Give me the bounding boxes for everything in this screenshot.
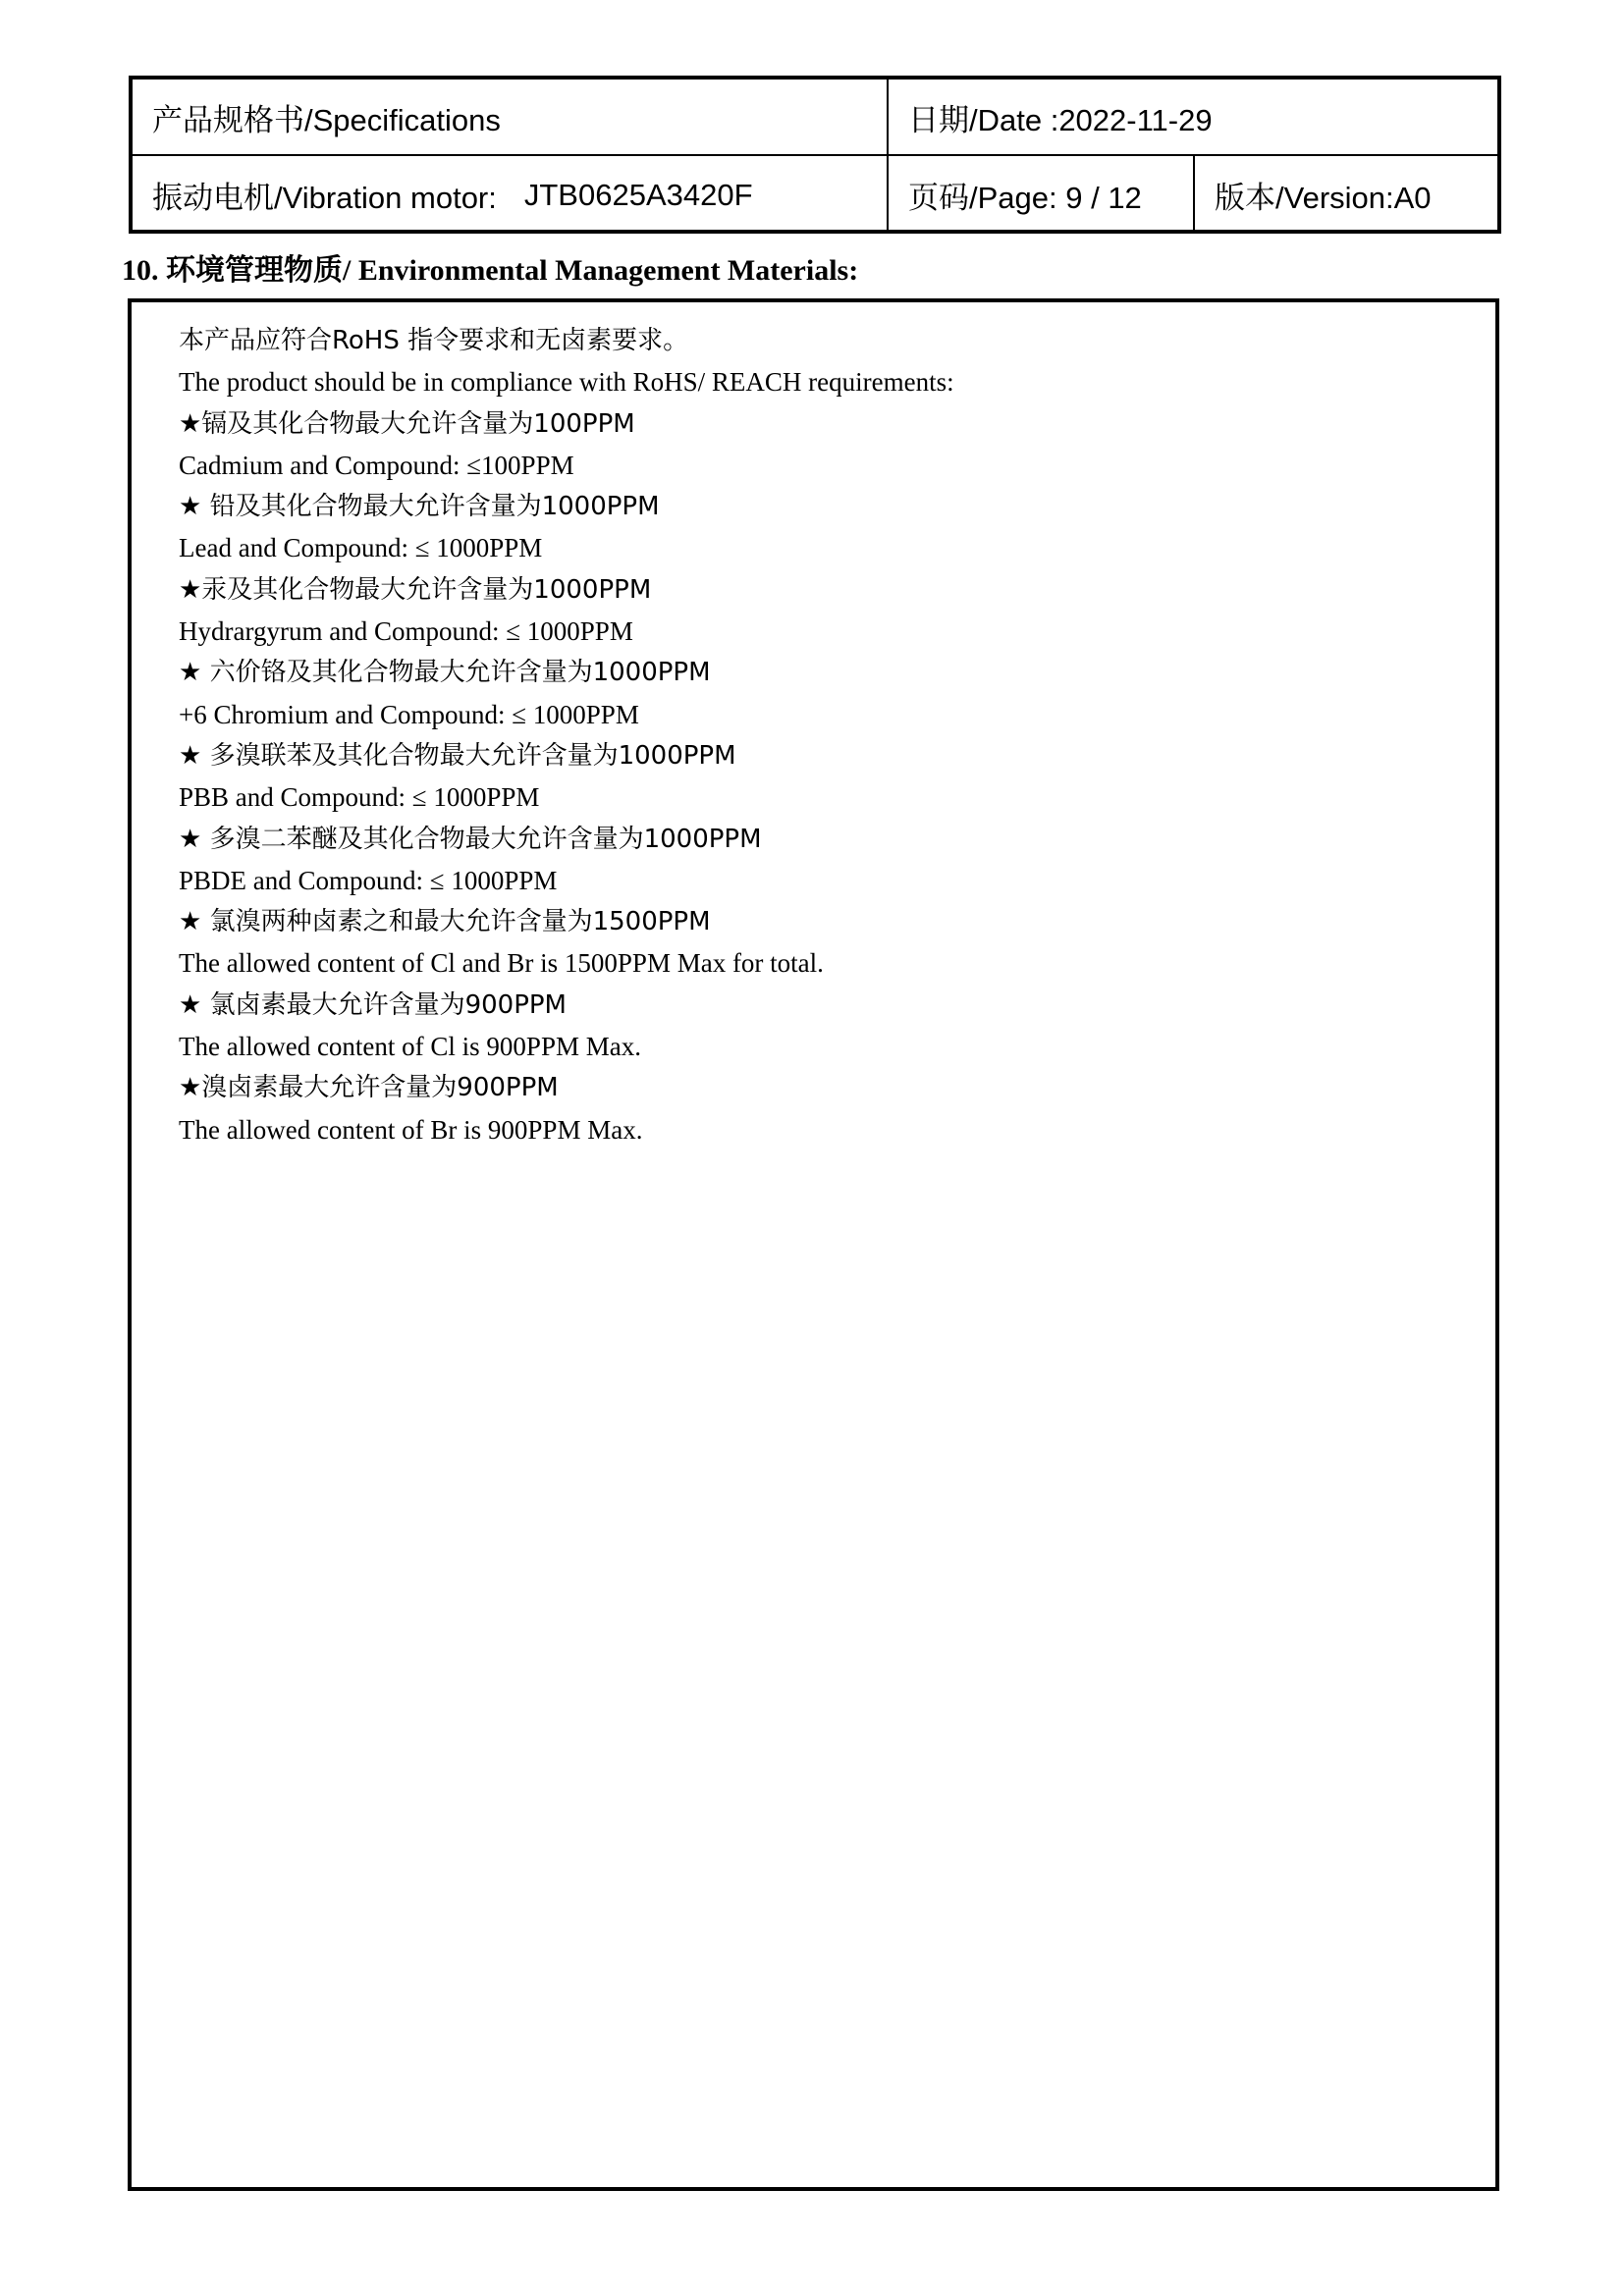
list-item: The allowed content of Cl is 900PPM Max. xyxy=(179,1032,641,1062)
list-item: ★ 氯卤素最大允许含量为900PPM xyxy=(179,989,567,1020)
list-item: ★ 氯溴两种卤素之和最大允许含量为1500PPM xyxy=(179,907,711,937)
motor-label: 振动电机/Vibration motor: xyxy=(152,181,497,215)
list-item: ★ 多溴二苯醚及其化合物最大允许含量为1000PPM xyxy=(179,824,762,854)
date-cell xyxy=(889,80,1497,156)
list-item: ★ 六价铬及其化合物最大允许含量为1000PPM xyxy=(179,658,711,688)
list-item: ★镉及其化合物最大允许含量为100PPM xyxy=(179,408,635,439)
page-number: 页码/Page: 9 / 12 xyxy=(908,181,1142,215)
list-item: The allowed content of Br is 900PPM Max. xyxy=(179,1114,643,1145)
requirements-list xyxy=(179,320,954,1150)
motor-cell xyxy=(133,156,889,234)
list-item: Hydrargyrum and Compound: ≤ 1000PPM xyxy=(179,616,633,647)
section-title: 10. 环境管理物质/ Environmental Management Materials: xyxy=(122,254,859,287)
list-item: +6 Chromium and Compound: ≤ 1000PPM xyxy=(179,699,639,729)
list-item: ★汞及其化合物最大允许含量为1000PPM xyxy=(179,574,652,605)
list-item: ★溴卤素最大允许含量为900PPM xyxy=(179,1073,559,1103)
list-item: Cadmium and Compound: ≤100PPM xyxy=(179,450,574,480)
list-item: ★ 多溴联苯及其化合物最大允许含量为1000PPM xyxy=(179,740,736,771)
spec-title-cell xyxy=(133,80,889,156)
page-cell xyxy=(889,156,1195,234)
content-box xyxy=(128,298,1499,2191)
list-item: Lead and Compound: ≤ 1000PPM xyxy=(179,533,543,563)
version-cell xyxy=(1195,156,1497,234)
spec-title: 产品规格书/Specifications xyxy=(152,102,501,137)
motor-model: JTB0625A3420F xyxy=(523,177,753,212)
list-item: ★ 铅及其化合物最大允许含量为1000PPM xyxy=(179,492,660,522)
list-item: The product should be in compliance with RoHS/ REACH requirements: xyxy=(179,367,954,398)
list-item: PBDE and Compound: ≤ 1000PPM xyxy=(179,865,558,895)
date-label: 日期/Date :2022-11-29 xyxy=(908,102,1213,137)
version-label: 版本/Version:A0 xyxy=(1215,181,1432,215)
list-item: The allowed content of Cl and Br is 1500PPM Max for total. xyxy=(179,948,824,979)
list-item: PBB and Compound: ≤ 1000PPM xyxy=(179,782,540,813)
list-item: 本产品应符合RoHS 指令要求和无卤素要求。 xyxy=(179,326,689,355)
spec-header-table xyxy=(129,76,1501,234)
